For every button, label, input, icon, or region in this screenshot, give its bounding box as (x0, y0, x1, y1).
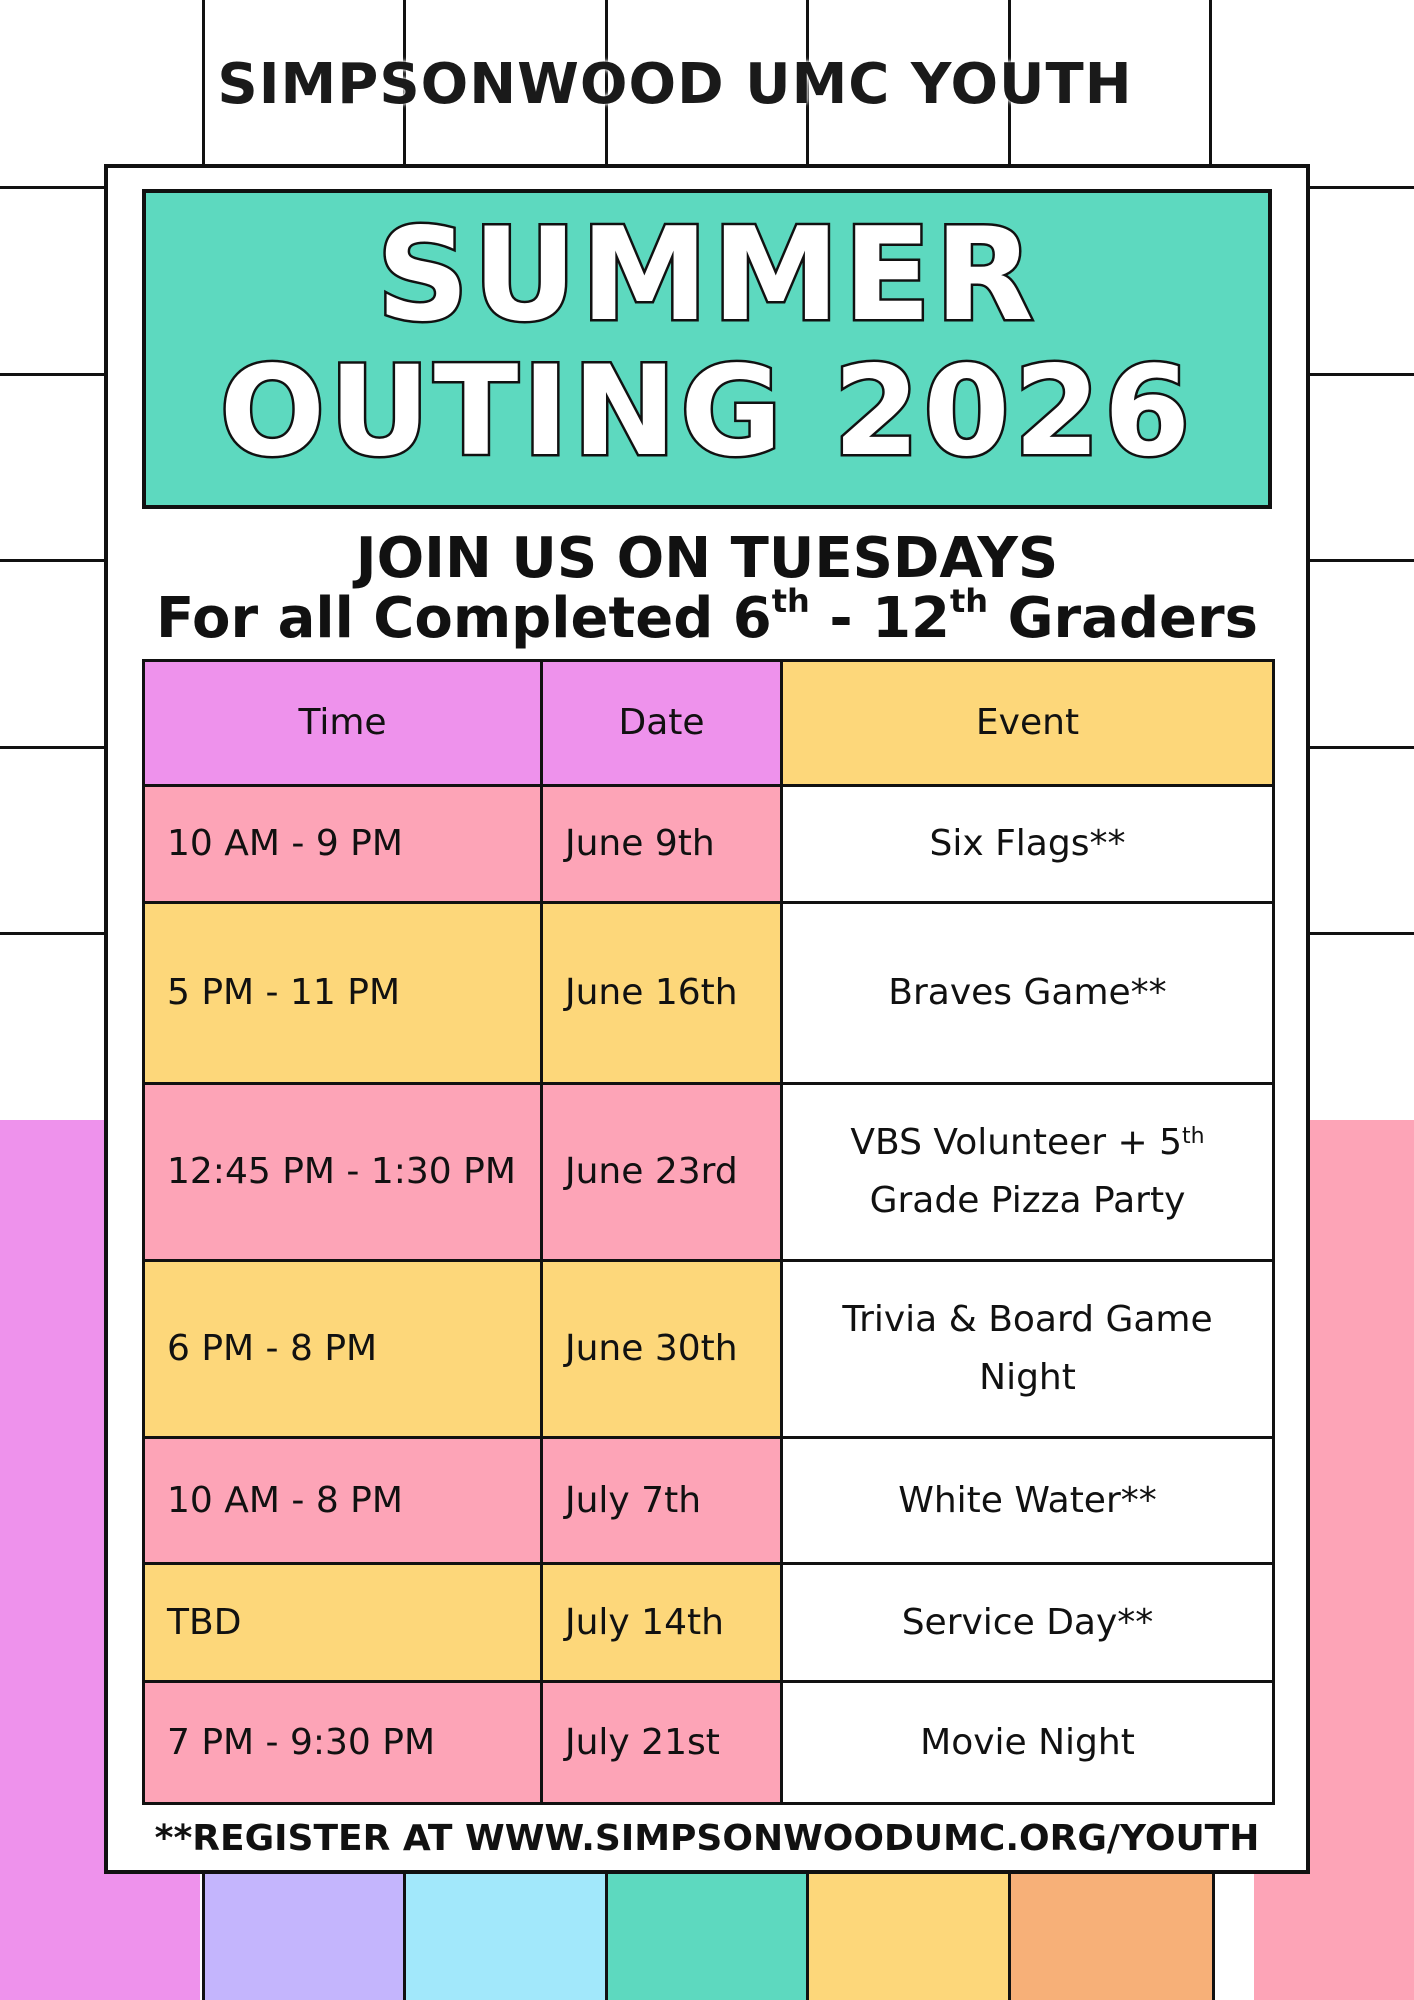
event-text: Grade Pizza Party (869, 1180, 1186, 1221)
grid-line (1304, 932, 1414, 935)
table-row (144, 1438, 1274, 1564)
color-strip-yellow (806, 1870, 1011, 2000)
table-row (144, 1084, 1274, 1261)
grid-line (0, 186, 110, 189)
date-cell: June 23rd (542, 1084, 782, 1261)
event-cell: Six Flags** (782, 786, 1274, 903)
color-strip-teal (605, 1870, 809, 2000)
grid-line (1304, 746, 1414, 749)
time-cell: 6 PM - 8 PM (144, 1261, 542, 1438)
date-cell: July 21st (542, 1682, 782, 1804)
ordinal-suffix: th (950, 582, 989, 620)
ordinal-suffix: th (771, 582, 810, 620)
date-cell: July 7th (542, 1438, 782, 1564)
column-header-time: Time (144, 661, 542, 786)
org-title: SIMPSONWOOD UMC YOUTH (217, 52, 1133, 117)
schedule-table (142, 659, 1275, 1805)
grades-text: - 12 (809, 586, 950, 651)
registration-note: **REGISTER AT WWW.SIMPSONWOODUMC.ORG/YOUTH (154, 1818, 1260, 1859)
date-cell: June 16th (542, 903, 782, 1084)
date-cell: June 30th (542, 1261, 782, 1438)
table-row (144, 1564, 1274, 1682)
subheading-days: JOIN US ON TUESDAYS (355, 526, 1059, 591)
color-strip-orange (1008, 1870, 1215, 2000)
column-header-date: Date (542, 661, 782, 786)
banner-title-line2: OUTING 2026 (219, 340, 1195, 484)
event-cell: Trivia & Board Game Night (782, 1261, 1274, 1438)
time-cell: 12:45 PM - 1:30 PM (144, 1084, 542, 1261)
event-cell: Movie Night (782, 1682, 1274, 1804)
grid-line (1304, 559, 1414, 562)
time-cell: 5 PM - 11 PM (144, 903, 542, 1084)
event-cell (782, 1084, 1274, 1261)
date-cell: July 14th (542, 1564, 782, 1682)
grid-line (1304, 186, 1414, 189)
grid-line (0, 932, 110, 935)
grades-text: For all Completed 6 (156, 586, 772, 651)
color-strip-lavender (202, 1870, 406, 2000)
table-header-row (144, 661, 1274, 786)
event-text: VBS Volunteer + 5 (850, 1122, 1183, 1163)
time-cell: 10 AM - 8 PM (144, 1438, 542, 1564)
subheading-grades (104, 582, 1310, 651)
table-row (144, 903, 1274, 1084)
column-header-event: Event (782, 661, 1274, 786)
grades-text: Graders (988, 586, 1258, 651)
table-row (144, 1261, 1274, 1438)
event-cell: Service Day** (782, 1564, 1274, 1682)
grid-line (1304, 373, 1414, 376)
time-cell: 7 PM - 9:30 PM (144, 1682, 542, 1804)
table-row (144, 1682, 1274, 1804)
ordinal-suffix: th (1182, 1124, 1205, 1149)
grid-line (0, 373, 110, 376)
time-cell: 10 AM - 9 PM (144, 786, 542, 903)
color-strip-sky (403, 1870, 608, 2000)
title-banner (142, 189, 1272, 509)
time-cell: TBD (144, 1564, 542, 1682)
table-row (144, 786, 1274, 903)
event-cell: Braves Game** (782, 903, 1274, 1084)
banner-title-line1: SUMMER (376, 201, 1038, 350)
event-cell: White Water** (782, 1438, 1274, 1564)
grid-line (0, 746, 110, 749)
grid-line (0, 559, 110, 562)
date-cell: June 9th (542, 786, 782, 903)
